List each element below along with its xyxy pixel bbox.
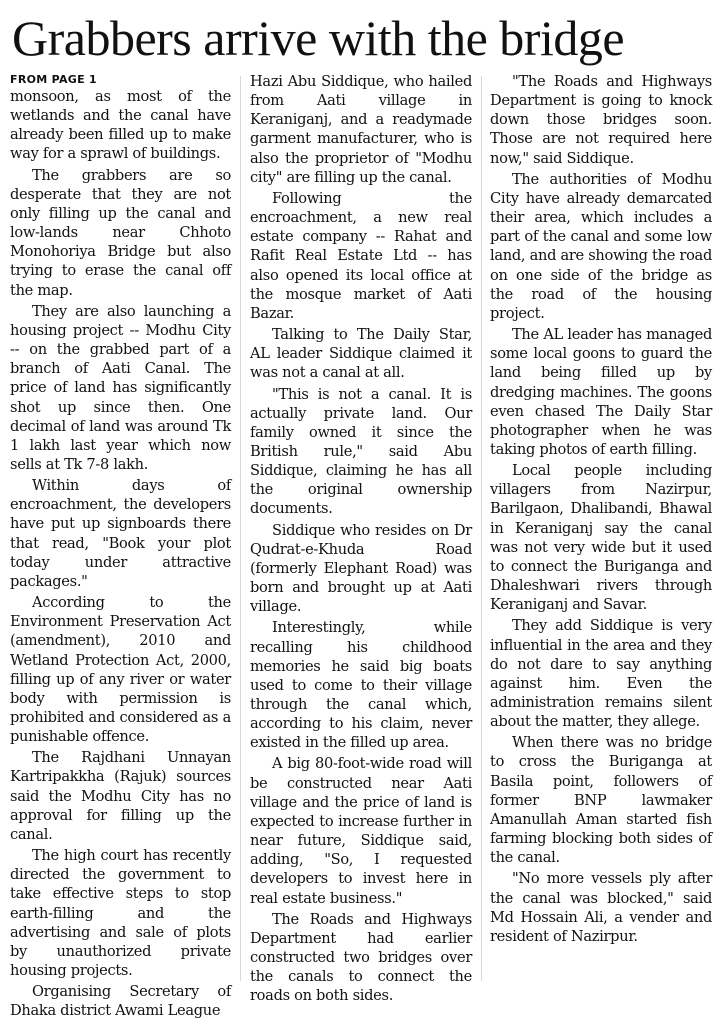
paragraph: monsoon, as most of the wetlands and the canal have already been filled up to make way for a sprawl of buildings. bbox=[10, 88, 231, 163]
paragraph: The Rajdhani Unnayan Kartripakkha (Rajuk) sources said the Modhu City has no approval for filling up the canal. bbox=[10, 749, 231, 843]
paragraph: The Roads and Highways Department had earlier constructed two bridges over the canals to connect the roads on both sides. bbox=[250, 910, 472, 1005]
article-column-3 bbox=[490, 72, 712, 984]
paragraph: Following the encroachment, a new real estate company -- Rahat and Rafit Real Estate Ltd -- has also opened its local office at the mosque market of Aati Bazar. bbox=[250, 189, 472, 322]
article-column-1 bbox=[10, 72, 231, 1020]
paragraph: They are also launching a housing project -- Modhu City -- on the grabbed part of a branch of Aati Canal. The price of land has significantly shot up since then. One decimal of land was around Tk 1 lakh last year which now sells at Tk 7-8 lakh. bbox=[10, 302, 231, 473]
column-divider bbox=[481, 76, 482, 981]
paragraph: Local people including villagers from Nazirpur, Barilgaon, Dhalibandi, Bhawal in Keraniganj say the canal was not very wide but it used to connect the Buriganga and Dhaleshwari rivers through Keraniganj and Savar. bbox=[490, 462, 712, 614]
paragraph: The authorities of Modhu City have already demarcated their area, which includes a part of the canal and some low land, and are showing the road on one side of the bridge as the road of the housing project. bbox=[490, 170, 712, 322]
paragraph: "No more vessels ply after the canal was blocked," said Md Hossain Ali, a vender and resident of Nazirpur. bbox=[490, 870, 712, 945]
paragraph: Organising Secretary of Dhaka district Awami League bbox=[10, 983, 231, 1020]
paragraph: Within days of encroachment, the developers have put up signboards there that read, "Book your plot today under attractive packages." bbox=[10, 477, 231, 590]
paragraph: Siddique who resides on Dr Qudrat-e-Khuda Road (formerly Elephant Road) was born and brought up at Aati village. bbox=[250, 521, 472, 616]
paragraph: Hazi Abu Siddique, who hailed from Aati village in Keraniganj, and a readymade garment manufacturer, who is also the proprietor of "Modhu city" are filling up the canal. bbox=[250, 73, 472, 186]
continued-from-label: FROM PAGE 1 bbox=[10, 73, 98, 86]
paragraph: Talking to The Daily Star, AL leader Siddique claimed it was not a canal at all. bbox=[250, 326, 472, 382]
paragraph: When there was no bridge to cross the Buriganga at Basila point, followers of former BNP lawmaker Amanullah Aman started fish farming blocking both sides of the canal. bbox=[490, 734, 712, 867]
paragraph: A big 80-foot-wide road will be constructed near Aati village and the price of land is expected to increase further in near future, Siddique said, adding, "So, I requested developers to invest here in real estate business." bbox=[250, 755, 472, 907]
paragraph: The grabbers are so desperate that they are not only filling up the canal and low-lands near Chhoto Monohoriya Bridge but also trying to erase the canal off the map. bbox=[10, 166, 231, 299]
headline: Grabbers arrive with the bridge bbox=[12, 10, 625, 66]
column-divider bbox=[240, 76, 241, 981]
paragraph: According to the Environment Preservation Act (amendment), 2010 and Wetland Protection Act, 2000, filling up of any river or water body with permission is prohibited and considered as a punishable offence. bbox=[10, 594, 231, 746]
paragraph: "The Roads and Highways Department is going to knock down those bridges soon. Those are not required here now," said Siddique. bbox=[490, 73, 712, 167]
paragraph: The high court has recently directed the government to take effective steps to stop earth-filling and the advertising and sale of plots by unauthorized private housing projects. bbox=[10, 847, 231, 980]
paragraph: The AL leader has managed some local goons to guard the land being filled up by dredging machines. The goons even chased The Daily Star photographer when he was taking photos of earth filling. bbox=[490, 326, 712, 458]
article-column-2 bbox=[250, 72, 472, 1005]
paragraph: They add Siddique is very influential in the area and they do not dare to say anything against him. Even the administration remains silent about the matter, they allege. bbox=[490, 617, 712, 731]
paragraph: "This is not a canal. It is actually private land. Our family owned it since the British rule," said Abu Siddique, claiming he has all the original ownership documents. bbox=[250, 385, 472, 518]
paragraph: Interestingly, while recalling his childhood memories he said big boats used to come to their village through the canal which, according to his claim, never existed in the filled up area. bbox=[250, 619, 472, 752]
